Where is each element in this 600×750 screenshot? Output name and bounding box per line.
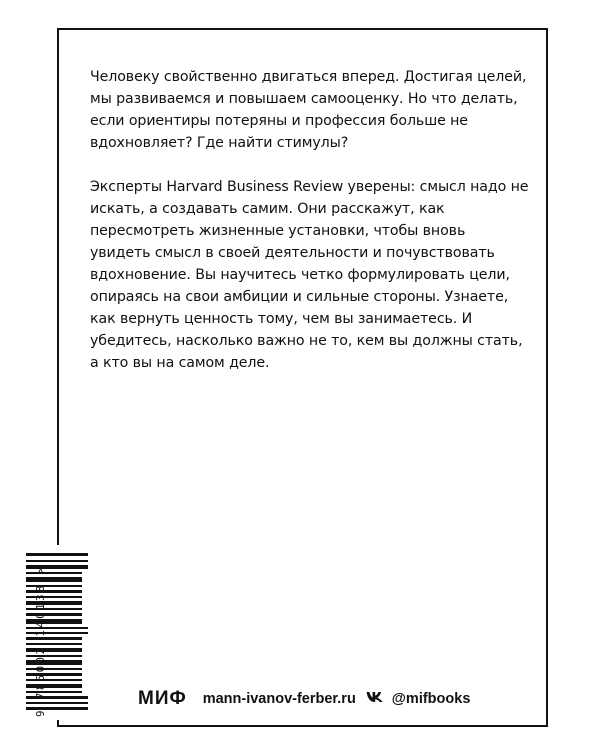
social-handle[interactable]: @mifbooks [391,691,471,707]
publisher-logo: МИФ [138,688,187,709]
publisher-footer [138,688,470,710]
publisher-website[interactable]: mann-ivanov-ferber.ru [202,691,356,707]
vk-icon[interactable] [366,690,384,708]
description-paragraph-2: Эксперты Harvard Business Review уверены: смысл надо не искать, а создавать самим. Они расскажут, как пересмотреть жизненные установки, чтобы вновь увидеть смысл в своей деятельности и почувствовать вдохновение. Вы научитесь четко формулировать цели, опираясь на свои амбиции и сильные стороны. Узнаете, как вернуть ценность тому, чем вы занимаетесь. И убедитесь, насколько важно не то, кем вы должны стать, а кто вы на самом деле. [90,179,529,371]
description-block [90,66,530,396]
isbn-barcode [8,545,108,720]
barcode-digits: 9 785002 140138 > [35,565,47,717]
description-paragraph-1: Человеку свойственно двигаться вперед. Достигая целей, мы развиваемся и повышаем самооценку. Но что делать, если ориентиры потеряны и профессия больше не вдохновляет? Где найти стимулы? [90,69,527,151]
